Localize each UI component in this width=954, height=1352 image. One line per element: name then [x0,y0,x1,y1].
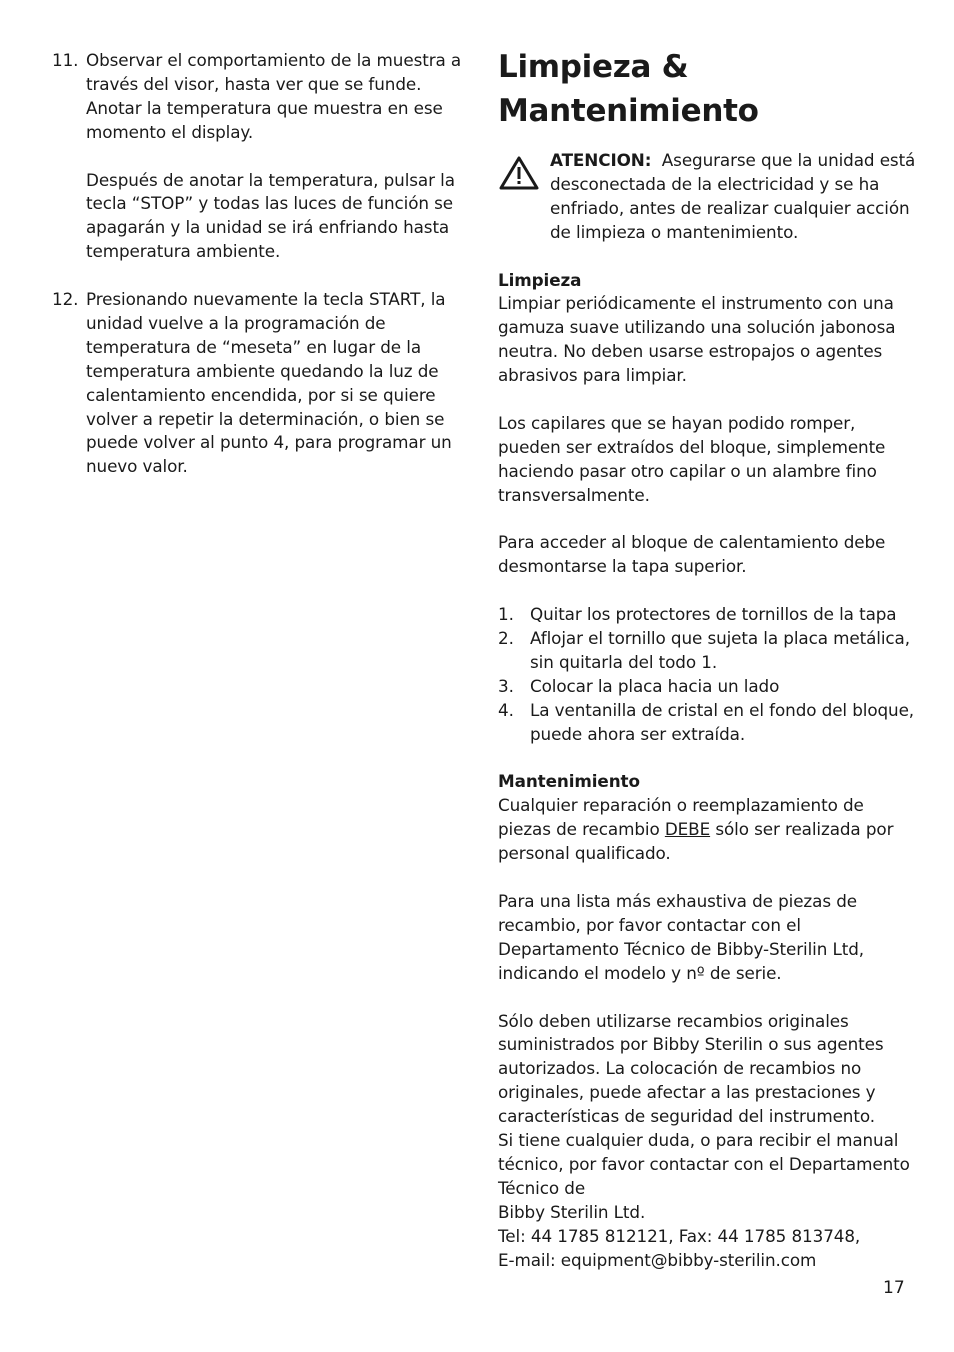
text-span: sólo ser realizada por personal qualificado. [498,819,894,864]
left-column [52,49,462,479]
list-text: La ventanilla de cristal en el fondo del bloque, puede ahora ser extraída. [530,699,915,744]
contact-phone-fax: Tel: 44 1785 812121, Fax: 44 1785 813748, [498,1225,861,1246]
list-item [498,699,918,747]
list-number: 3. [498,675,514,696]
steps-list [498,603,918,746]
list-item [498,627,918,675]
underlined-text: DEBE [664,819,711,840]
company-name: Bibby Sterilin Ltd. [498,1201,646,1222]
list-number: 2. [498,628,514,649]
paragraph: Los capilares que se hayan podido romper, pueden ser extraídos del bloque, simplemente haciendo pasar otro capilar o un alambre fino transversalmente. [498,412,886,505]
list-item [498,603,918,627]
paragraph: Sólo deben utilizarse recambios originales suministrados por Bibby Sterilin o sus agentes autorizados. La colocación de recambios no originales, puede afectar a las prestaciones y características de seguridad del instrumento. [498,1010,884,1127]
list-number: 1. [498,604,514,625]
paragraph: Presionando nuevamente la tecla START, la unidad vuelve a la programación de temperatura de “meseta” en lugar de la temperatura ambiente quedando la luz de calentamiento encendida, por si se quiere volver a repetir la determinación, o bien se puede volver al punto 4, para programar un nuevo valor. [86,289,452,477]
list-item-12 [52,288,462,479]
list-item-11 [52,49,462,264]
warning-label: ATENCION: [550,150,652,170]
section-heading-mantenimiento: Mantenimiento [498,771,640,792]
list-item [498,675,918,699]
page-number: 17 [883,1278,905,1298]
paragraph: Limpiar periódicamente el instrumento con una gamuza suave utilizando una solución jabonosa neutra. No deben usarse estropajos o agentes abrasivos para limpiar. [498,293,896,386]
paragraph [498,794,918,866]
list-number: 11. [52,50,79,70]
page-title: Limpieza & Mantenimiento [498,49,759,129]
warning-triangle-icon [498,149,550,245]
warning-text [550,149,918,245]
text-span: Cualquier reparación o reemplazamiento de piezas de recambio [498,795,864,840]
paragraph: Después de anotar la temperatura, pulsar la tecla “STOP” y todas las luces de función se apagarán y la unidad se irá enfriando hasta temperatura ambiente. [86,169,455,262]
list-number: 12. [52,289,79,310]
list-text: Quitar los protectores de tornillos de la tapa [530,604,897,625]
list-text: Colocar la placa hacia un lado [530,675,780,696]
paragraph: Para una lista más exhaustiva de piezas de recambio, por favor contactar con el Departamento Técnico de Bibby-Sterilin Ltd, indicando el modelo y nº de serie. [498,891,865,983]
paragraph: Observar el comportamiento de la muestra a través del visor, hasta ver que se funde. Anotar la temperatura que muestra en ese momento el display. [86,50,462,142]
right-column [498,45,918,1272]
section-heading-limpieza: Limpieza [498,269,582,290]
paragraph: Si tiene cualquier duda, o para recibir el manual técnico, por favor contactar con el Departamento Técnico de [498,1130,910,1198]
list-number: 4. [498,699,514,720]
contact-email: E-mail: equipment@bibby-sterilin.com [498,1249,817,1270]
warning-body: Asegurarse que la unidad está desconectada de la electricidad y se ha enfriado, antes de realizar cualquier acción de limpieza o mantenimiento. [550,150,916,242]
paragraph: Para acceder al bloque de calentamiento debe desmontarse la tapa superior. [498,532,886,577]
list-text: Aflojar el tornillo que sujeta la placa metálica, sin quitarla del todo 1. [530,628,910,672]
warning-notice [498,149,918,245]
